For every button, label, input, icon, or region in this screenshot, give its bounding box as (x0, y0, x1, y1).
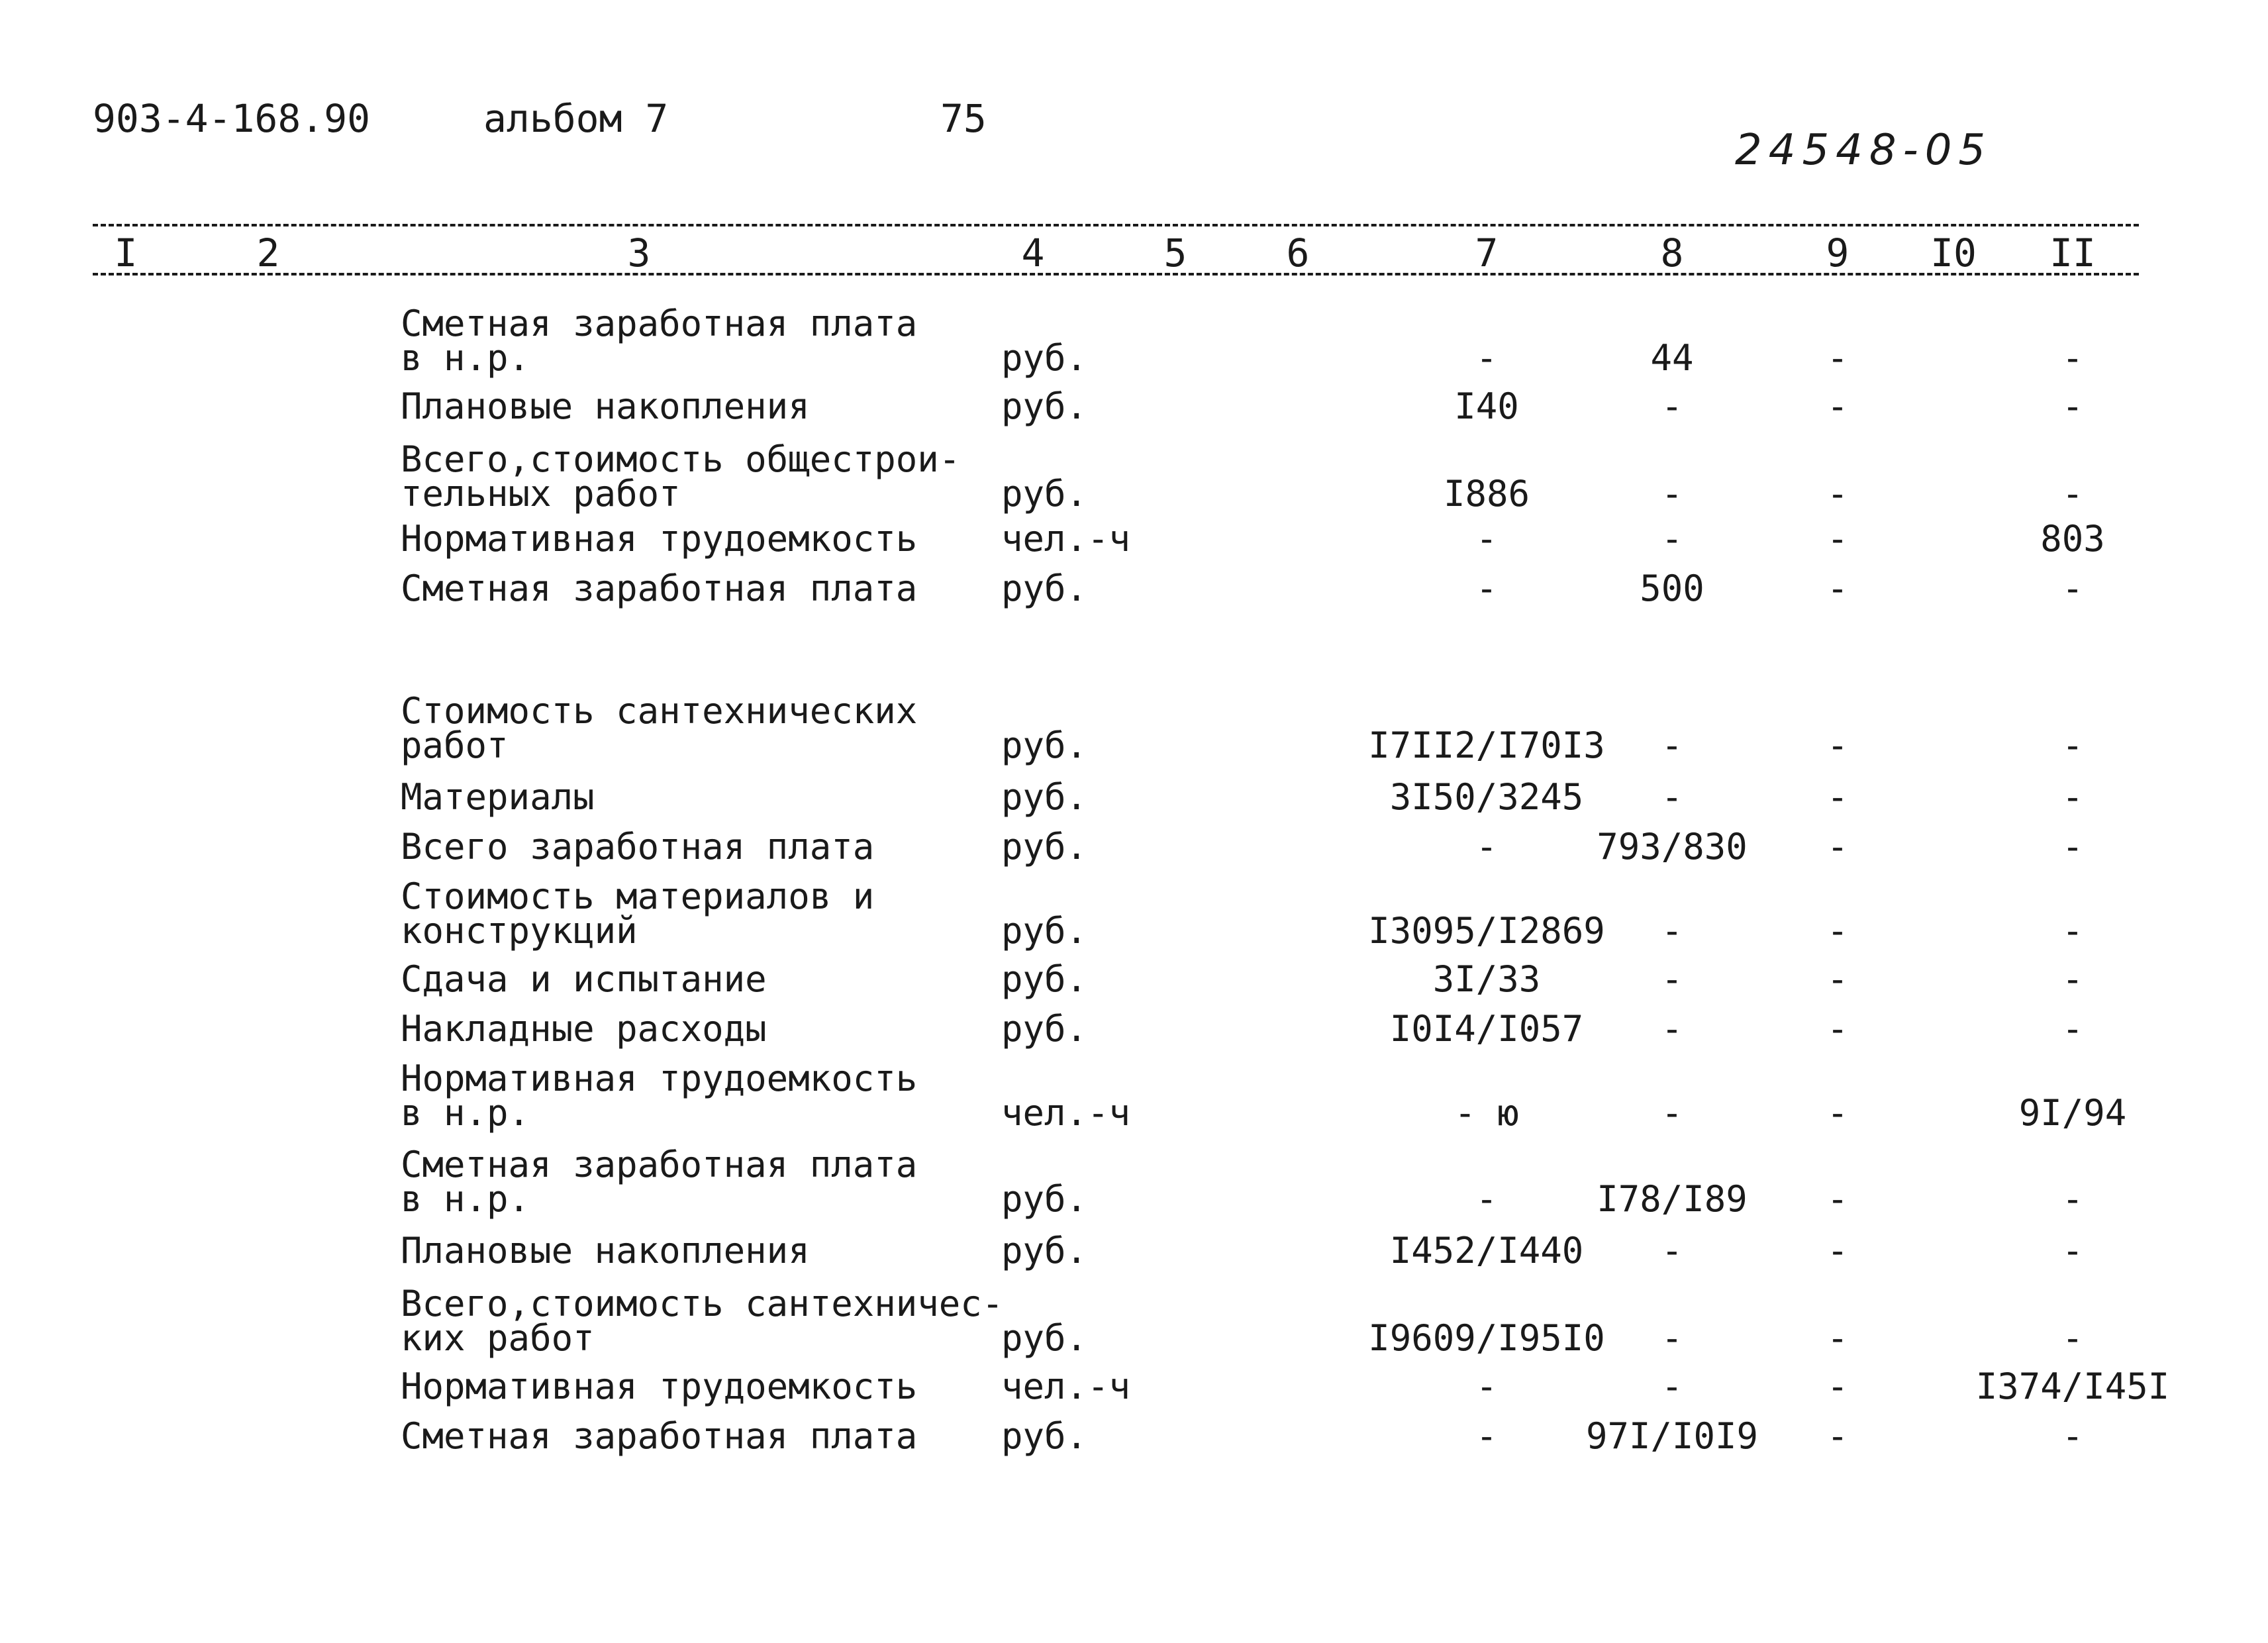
row-value-c8: - (1661, 1008, 1683, 1050)
row-value-c9: - (1826, 776, 1849, 818)
row-label: Плановые накопления (401, 385, 810, 427)
row-value-c8: - (1661, 518, 1683, 560)
row-label: Стоимость сантехнических (401, 690, 918, 732)
column-number-8: 8 (1660, 230, 1684, 275)
row-unit: руб. (1001, 1008, 1088, 1050)
row-label: в н.р. (401, 337, 530, 379)
row-value-c7: I9609/I95I0 (1368, 1317, 1605, 1359)
row-value-c11: - (2061, 337, 2084, 379)
row-label: конструкций (401, 910, 638, 952)
row-value-c9: - (1826, 337, 1849, 379)
row-value-c7: - ю (1454, 1092, 1519, 1134)
row-label: Всего,стоимость сантехничес- (401, 1283, 1004, 1324)
column-number-7: 7 (1475, 230, 1499, 275)
row-value-c9: - (1826, 1178, 1849, 1220)
row-unit: руб. (1001, 385, 1088, 427)
row-unit: руб. (1001, 1230, 1088, 1271)
row-label: в н.р. (401, 1092, 530, 1134)
document-code: 903-4-168.90 (93, 96, 371, 141)
row-value-c7: - (1475, 1366, 1498, 1407)
row-value-c8: 793/830 (1597, 826, 1748, 868)
column-number-9: 9 (1826, 230, 1849, 275)
row-value-c9: - (1826, 1008, 1849, 1050)
column-number-4: 4 (1021, 230, 1045, 275)
row-value-c8: - (1661, 1230, 1683, 1271)
row-value-c7: I452/I440 (1389, 1230, 1584, 1271)
row-unit: руб. (1001, 473, 1088, 515)
row-value-c11: - (2061, 910, 2084, 952)
row-label: работ (401, 724, 509, 766)
column-header-top-rule (93, 224, 2139, 226)
album-label: альбом 7 (483, 96, 669, 141)
row-value-c7: I3095/I2869 (1368, 910, 1605, 952)
row-value-c11: 803 (2040, 518, 2105, 560)
row-value-c9: - (1826, 1366, 1849, 1407)
row-value-c11: - (2061, 1008, 2084, 1050)
row-value-c9: - (1826, 473, 1849, 515)
column-number-6: 6 (1286, 230, 1310, 275)
row-value-c8: 500 (1640, 568, 1704, 609)
row-unit: руб. (1001, 776, 1088, 818)
row-value-c8: - (1661, 1092, 1683, 1134)
column-number-1: I (114, 230, 138, 275)
row-value-c11: - (2061, 724, 2084, 766)
row-unit: руб. (1001, 337, 1088, 379)
row-value-c7: - (1475, 337, 1498, 379)
row-value-c11: - (2061, 473, 2084, 515)
row-value-c7: - (1475, 1178, 1498, 1220)
column-number-2: 2 (256, 230, 280, 275)
row-label: Стоимость материалов и (401, 875, 875, 917)
row-value-c11: I374/I45I (1975, 1366, 2170, 1407)
row-label: в н.р. (401, 1178, 530, 1220)
row-unit: чел.-ч (1001, 1092, 1131, 1134)
row-value-c7: - (1475, 1415, 1498, 1457)
row-value-c8: - (1661, 1317, 1683, 1359)
row-value-c9: - (1826, 826, 1849, 868)
row-value-c8: - (1661, 385, 1683, 427)
row-unit: руб. (1001, 958, 1088, 1000)
row-unit: руб. (1001, 568, 1088, 609)
row-label: Сметная заработная плата (401, 1144, 918, 1185)
row-value-c7: I40 (1454, 385, 1519, 427)
row-value-c11: - (2061, 1317, 2084, 1359)
row-value-c7: 3I/33 (1432, 958, 1541, 1000)
row-label: Всего,стоимость общестрои- (401, 438, 961, 480)
row-label: Сдача и испытание (401, 958, 767, 1000)
row-unit: чел.-ч (1001, 518, 1131, 560)
row-value-c11: - (2061, 568, 2084, 609)
row-value-c8: - (1661, 958, 1683, 1000)
row-value-c7: - (1475, 826, 1498, 868)
row-value-c8: 44 (1650, 337, 1694, 379)
row-value-c11: - (2061, 958, 2084, 1000)
row-label: Сметная заработная плата (401, 1415, 918, 1457)
handwritten-stamp: 24548-05 (1735, 126, 1993, 175)
row-value-c9: - (1826, 1230, 1849, 1271)
row-value-c7: - (1475, 518, 1498, 560)
row-label: Всего заработная плата (401, 826, 875, 868)
row-value-c9: - (1826, 1415, 1849, 1457)
row-unit: чел.-ч (1001, 1366, 1131, 1407)
row-value-c11: - (2061, 1178, 2084, 1220)
row-value-c11: - (2061, 1230, 2084, 1271)
row-label: Нормативная трудоемкость (401, 1366, 918, 1407)
row-value-c11: - (2061, 826, 2084, 868)
row-value-c9: - (1826, 1317, 1849, 1359)
row-label: ких работ (401, 1317, 595, 1359)
row-label: Плановые накопления (401, 1230, 810, 1271)
row-unit: руб. (1001, 826, 1088, 868)
row-value-c7: - (1475, 568, 1498, 609)
row-value-c7: I7II2/I70I3 (1368, 724, 1605, 766)
row-value-c8: I78/I89 (1597, 1178, 1748, 1220)
row-value-c9: - (1826, 1092, 1849, 1134)
row-value-c9: - (1826, 568, 1849, 609)
row-value-c7: I886 (1443, 473, 1530, 515)
row-label: Накладные расходы (401, 1008, 767, 1050)
row-value-c11: 9I/94 (2018, 1092, 2127, 1134)
row-value-c11: - (2061, 385, 2084, 427)
row-value-c8: - (1661, 910, 1683, 952)
row-value-c11: - (2061, 1415, 2084, 1457)
row-value-c8: - (1661, 776, 1683, 818)
row-label: Сметная заработная плата (401, 568, 918, 609)
row-label: тельных работ (401, 473, 681, 515)
row-value-c9: - (1826, 910, 1849, 952)
row-value-c11: - (2061, 776, 2084, 818)
row-unit: руб. (1001, 1317, 1088, 1359)
row-unit: руб. (1001, 910, 1088, 952)
row-value-c8: - (1661, 1366, 1683, 1407)
row-value-c9: - (1826, 724, 1849, 766)
row-value-c8: 97I/I0I9 (1585, 1415, 1759, 1457)
row-value-c7: I0I4/I057 (1389, 1008, 1584, 1050)
row-value-c9: - (1826, 518, 1849, 560)
row-label: Материалы (401, 776, 595, 818)
column-number-11: II (2049, 230, 2096, 275)
row-unit: руб. (1001, 1415, 1088, 1457)
row-value-c9: - (1826, 958, 1849, 1000)
column-number-3: 3 (627, 230, 651, 275)
column-number-5: 5 (1163, 230, 1187, 275)
row-value-c8: - (1661, 473, 1683, 515)
row-label: Нормативная трудоемкость (401, 518, 918, 560)
row-value-c7: 3I50/3245 (1389, 776, 1584, 818)
row-unit: руб. (1001, 1178, 1088, 1220)
row-value-c8: - (1661, 724, 1683, 766)
page-number: 75 (940, 96, 987, 141)
row-unit: руб. (1001, 724, 1088, 766)
column-header-bottom-rule (93, 273, 2139, 275)
row-label: Сметная заработная плата (401, 303, 918, 344)
row-value-c9: - (1826, 385, 1849, 427)
column-number-10: I0 (1930, 230, 1977, 275)
row-label: Нормативная трудоемкость (401, 1058, 918, 1099)
